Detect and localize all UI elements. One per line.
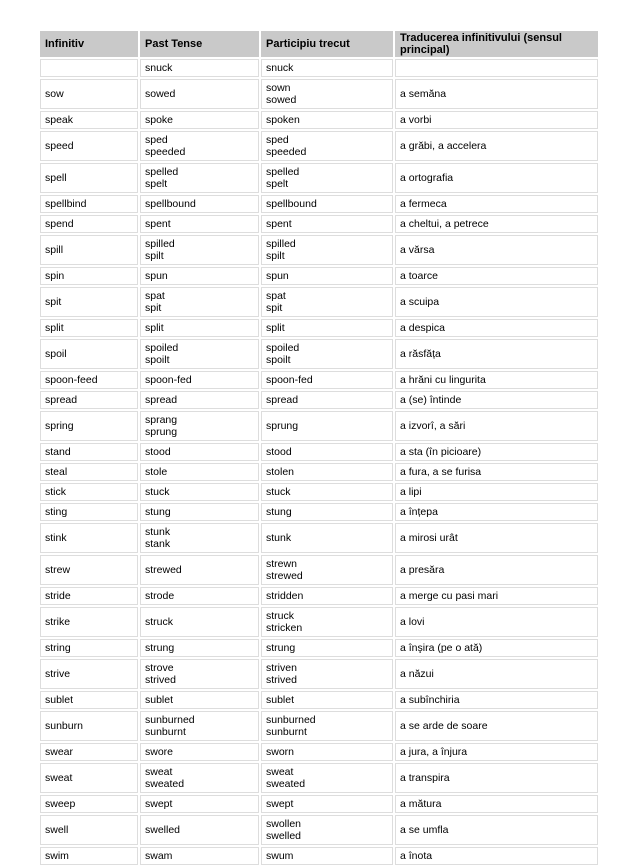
cell-participle bbox=[261, 79, 393, 109]
cell-participle bbox=[261, 371, 393, 389]
cell-past-tense-line: swam bbox=[145, 850, 173, 862]
cell-past-tense-line: speeded bbox=[145, 146, 186, 158]
cell-translation: a semăna bbox=[395, 79, 598, 109]
cell-participle-line: strung bbox=[266, 642, 296, 654]
cell-infinitive: sublet bbox=[40, 691, 138, 709]
table-row bbox=[40, 79, 598, 109]
cell-past-tense bbox=[140, 339, 259, 369]
cell-infinitive: strew bbox=[40, 555, 138, 585]
cell-translation: a scuipa bbox=[395, 287, 598, 317]
cell-infinitive: strive bbox=[40, 659, 138, 689]
cell-infinitive: sting bbox=[40, 503, 138, 521]
cell-participle bbox=[261, 711, 393, 741]
cell-past-tense-line: sprung bbox=[145, 426, 178, 438]
cell-translation: a fura, a se furisa bbox=[395, 463, 598, 481]
cell-past-tense bbox=[140, 691, 259, 709]
cell-past-tense-line: spelt bbox=[145, 178, 168, 190]
cell-past-tense bbox=[140, 523, 259, 553]
table-row bbox=[40, 815, 598, 845]
cell-past-tense-line: stood bbox=[145, 446, 171, 458]
cell-past-tense bbox=[140, 391, 259, 409]
table-row bbox=[40, 319, 598, 337]
cell-past-tense bbox=[140, 287, 259, 317]
cell-past-tense bbox=[140, 815, 259, 845]
table-row bbox=[40, 711, 598, 741]
cell-past-tense-line: sublet bbox=[145, 694, 174, 706]
cell-participle-line: spelled bbox=[266, 166, 300, 178]
table-row bbox=[40, 163, 598, 193]
cell-infinitive: spend bbox=[40, 215, 138, 233]
cell-participle-line: spilled bbox=[266, 238, 296, 250]
cell-past-tense-line: strove bbox=[145, 662, 174, 674]
cell-translation: a jura, a înjura bbox=[395, 743, 598, 761]
cell-translation: a presăra bbox=[395, 555, 598, 585]
table-row bbox=[40, 267, 598, 285]
cell-past-tense bbox=[140, 503, 259, 521]
cell-participle-line: sown bbox=[266, 82, 291, 94]
cell-past-tense bbox=[140, 411, 259, 441]
cell-past-tense bbox=[140, 267, 259, 285]
cell-past-tense bbox=[140, 711, 259, 741]
cell-participle bbox=[261, 555, 393, 585]
cell-participle-line: sunburnt bbox=[266, 726, 307, 738]
cell-participle-line: swollen bbox=[266, 818, 302, 830]
cell-participle-line: stood bbox=[266, 446, 292, 458]
cell-participle-line: spellbound bbox=[266, 198, 317, 210]
cell-participle-line: spelt bbox=[266, 178, 289, 190]
cell-past-tense-line: strode bbox=[145, 590, 175, 602]
cell-participle bbox=[261, 443, 393, 461]
cell-participle bbox=[261, 483, 393, 501]
table-row bbox=[40, 587, 598, 605]
cell-translation: a cheltui, a petrece bbox=[395, 215, 598, 233]
cell-infinitive: swell bbox=[40, 815, 138, 845]
cell-participle-line: sworn bbox=[266, 746, 295, 758]
cell-translation: a subînchiria bbox=[395, 691, 598, 709]
cell-infinitive: stand bbox=[40, 443, 138, 461]
cell-participle-line: sweat bbox=[266, 766, 294, 778]
cell-participle bbox=[261, 287, 393, 317]
cell-past-tense-line: sweat bbox=[145, 766, 173, 778]
cell-infinitive: spin bbox=[40, 267, 138, 285]
table-row bbox=[40, 215, 598, 233]
cell-infinitive: spoon-feed bbox=[40, 371, 138, 389]
cell-past-tense bbox=[140, 483, 259, 501]
cell-past-tense-line: swept bbox=[145, 798, 173, 810]
cell-translation: a transpira bbox=[395, 763, 598, 793]
cell-past-tense bbox=[140, 215, 259, 233]
cell-translation: a toarce bbox=[395, 267, 598, 285]
table-row bbox=[40, 195, 598, 213]
cell-past-tense-line: sprang bbox=[145, 414, 178, 426]
cell-past-tense-line: sunburnt bbox=[145, 726, 186, 738]
cell-infinitive: sunburn bbox=[40, 711, 138, 741]
cell-infinitive: stink bbox=[40, 523, 138, 553]
cell-past-tense bbox=[140, 319, 259, 337]
cell-past-tense-line: spoon-fed bbox=[145, 374, 192, 386]
cell-translation: a mătura bbox=[395, 795, 598, 813]
cell-past-tense-line: strived bbox=[145, 674, 176, 686]
cell-infinitive: spring bbox=[40, 411, 138, 441]
cell-infinitive: swear bbox=[40, 743, 138, 761]
cell-past-tense bbox=[140, 555, 259, 585]
table-row bbox=[40, 339, 598, 369]
cell-past-tense-line: snuck bbox=[145, 62, 173, 74]
cell-participle-line: spread bbox=[266, 394, 299, 406]
cell-past-tense-line: spelled bbox=[145, 166, 179, 178]
cell-participle bbox=[261, 503, 393, 521]
header-translation: Traducerea infinitivului (sensul principal) bbox=[395, 31, 598, 57]
cell-participle-line: stuck bbox=[266, 486, 291, 498]
cell-infinitive: speed bbox=[40, 131, 138, 161]
cell-infinitive: strike bbox=[40, 607, 138, 637]
table-row bbox=[40, 555, 598, 585]
table-header-row bbox=[40, 31, 598, 57]
cell-participle bbox=[261, 319, 393, 337]
cell-infinitive: spellbind bbox=[40, 195, 138, 213]
table-row bbox=[40, 391, 598, 409]
cell-past-tense-line: strung bbox=[145, 642, 175, 654]
cell-past-tense-line: swelled bbox=[145, 824, 181, 836]
cell-participle bbox=[261, 463, 393, 481]
cell-infinitive: sweep bbox=[40, 795, 138, 813]
cell-translation: a înota bbox=[395, 847, 598, 865]
cell-participle-line: swept bbox=[266, 798, 294, 810]
table-row bbox=[40, 483, 598, 501]
cell-participle bbox=[261, 163, 393, 193]
cell-translation: a se umfla bbox=[395, 815, 598, 845]
cell-participle bbox=[261, 639, 393, 657]
cell-translation: a grăbi, a accelera bbox=[395, 131, 598, 161]
cell-infinitive: stride bbox=[40, 587, 138, 605]
table-row bbox=[40, 111, 598, 129]
cell-past-tense-line: stank bbox=[145, 538, 171, 550]
cell-infinitive: stick bbox=[40, 483, 138, 501]
cell-participle-line: swelled bbox=[266, 830, 302, 842]
cell-infinitive: spit bbox=[40, 287, 138, 317]
cell-translation: a vărsa bbox=[395, 235, 598, 265]
cell-past-tense-line: spat bbox=[145, 290, 165, 302]
cell-translation bbox=[395, 59, 598, 77]
cell-past-tense-line: stole bbox=[145, 466, 168, 478]
cell-past-tense-line: swore bbox=[145, 746, 174, 758]
cell-past-tense-line: sowed bbox=[145, 88, 176, 100]
cell-participle bbox=[261, 235, 393, 265]
table-row bbox=[40, 763, 598, 793]
cell-translation: a merge cu pasi mari bbox=[395, 587, 598, 605]
cell-participle bbox=[261, 523, 393, 553]
header-infinitive: Infinitiv bbox=[40, 31, 138, 57]
cell-participle-line: striven bbox=[266, 662, 297, 674]
cell-participle-line: strewed bbox=[266, 570, 303, 582]
table-row bbox=[40, 659, 598, 689]
cell-infinitive: sweat bbox=[40, 763, 138, 793]
cell-infinitive: spell bbox=[40, 163, 138, 193]
cell-translation: a înşira (pe o ată) bbox=[395, 639, 598, 657]
cell-participle-line: strewn bbox=[266, 558, 297, 570]
cell-participle-line: spoilt bbox=[266, 354, 291, 366]
cell-past-tense bbox=[140, 795, 259, 813]
cell-past-tense bbox=[140, 59, 259, 77]
header-participle: Participiu trecut bbox=[261, 31, 393, 57]
cell-participle bbox=[261, 659, 393, 689]
cell-infinitive: string bbox=[40, 639, 138, 657]
cell-participle-line: speeded bbox=[266, 146, 307, 158]
cell-infinitive: sow bbox=[40, 79, 138, 109]
cell-participle-line: stunk bbox=[266, 532, 292, 544]
cell-past-tense-line: spoiled bbox=[145, 342, 179, 354]
cell-past-tense-line: strewed bbox=[145, 564, 182, 576]
cell-infinitive bbox=[40, 59, 138, 77]
header-past-tense: Past Tense bbox=[140, 31, 259, 57]
cell-participle bbox=[261, 391, 393, 409]
cell-participle-line: spat bbox=[266, 290, 286, 302]
cell-participle bbox=[261, 339, 393, 369]
cell-participle-line: sped bbox=[266, 134, 289, 146]
table-row bbox=[40, 463, 598, 481]
cell-participle-line: stricken bbox=[266, 622, 303, 634]
cell-infinitive: swim bbox=[40, 847, 138, 865]
cell-translation: a se arde de soare bbox=[395, 711, 598, 741]
irregular-verbs-table bbox=[38, 29, 600, 867]
table-row bbox=[40, 235, 598, 265]
cell-participle-line: snuck bbox=[266, 62, 294, 74]
cell-translation: a sta (în picioare) bbox=[395, 443, 598, 461]
cell-past-tense-line: spun bbox=[145, 270, 168, 282]
cell-participle bbox=[261, 847, 393, 865]
cell-past-tense-line: spit bbox=[145, 302, 162, 314]
cell-participle-line: swum bbox=[266, 850, 294, 862]
table-row bbox=[40, 131, 598, 161]
cell-past-tense bbox=[140, 659, 259, 689]
cell-participle-line: struck bbox=[266, 610, 295, 622]
cell-participle-line: split bbox=[266, 322, 285, 334]
cell-participle bbox=[261, 691, 393, 709]
cell-participle bbox=[261, 763, 393, 793]
cell-participle bbox=[261, 411, 393, 441]
cell-past-tense-line: stuck bbox=[145, 486, 170, 498]
cell-participle-line: spun bbox=[266, 270, 289, 282]
table-row bbox=[40, 743, 598, 761]
cell-translation: a despica bbox=[395, 319, 598, 337]
cell-participle-line: spit bbox=[266, 302, 283, 314]
cell-participle-line: stolen bbox=[266, 466, 295, 478]
cell-participle-line: sprung bbox=[266, 420, 299, 432]
cell-participle bbox=[261, 607, 393, 637]
cell-past-tense-line: stung bbox=[145, 506, 171, 518]
cell-past-tense bbox=[140, 131, 259, 161]
cell-participle bbox=[261, 743, 393, 761]
cell-infinitive: spread bbox=[40, 391, 138, 409]
cell-past-tense-line: spoke bbox=[145, 114, 174, 126]
table-body bbox=[40, 59, 598, 865]
cell-translation: a înțepa bbox=[395, 503, 598, 521]
cell-translation: a răsfăța bbox=[395, 339, 598, 369]
cell-infinitive: spoil bbox=[40, 339, 138, 369]
cell-infinitive: split bbox=[40, 319, 138, 337]
cell-past-tense bbox=[140, 743, 259, 761]
cell-participle-line: sweated bbox=[266, 778, 306, 790]
table-row bbox=[40, 503, 598, 521]
cell-past-tense-line: struck bbox=[145, 616, 174, 628]
cell-translation: a lipi bbox=[395, 483, 598, 501]
cell-translation: a năzui bbox=[395, 659, 598, 689]
cell-translation: a lovi bbox=[395, 607, 598, 637]
cell-participle-line: spoken bbox=[266, 114, 300, 126]
cell-past-tense bbox=[140, 79, 259, 109]
table-row bbox=[40, 371, 598, 389]
table-row bbox=[40, 607, 598, 637]
cell-participle-line: spoiled bbox=[266, 342, 300, 354]
cell-past-tense-line: sunburned bbox=[145, 714, 195, 726]
cell-participle bbox=[261, 815, 393, 845]
cell-past-tense bbox=[140, 371, 259, 389]
cell-past-tense-line: sped bbox=[145, 134, 168, 146]
cell-past-tense-line: spellbound bbox=[145, 198, 196, 210]
cell-participle bbox=[261, 59, 393, 77]
cell-past-tense-line: spent bbox=[145, 218, 171, 230]
cell-past-tense bbox=[140, 847, 259, 865]
cell-translation: a mirosi urât bbox=[395, 523, 598, 553]
cell-translation: a vorbi bbox=[395, 111, 598, 129]
table-row bbox=[40, 795, 598, 813]
table-row bbox=[40, 287, 598, 317]
cell-past-tense-line: sweated bbox=[145, 778, 185, 790]
cell-participle-line: sublet bbox=[266, 694, 295, 706]
cell-infinitive: spill bbox=[40, 235, 138, 265]
cell-participle bbox=[261, 131, 393, 161]
cell-participle-line: stung bbox=[266, 506, 292, 518]
cell-participle-line: spoon-fed bbox=[266, 374, 313, 386]
table-row bbox=[40, 411, 598, 441]
cell-participle-line: stridden bbox=[266, 590, 304, 602]
cell-participle bbox=[261, 215, 393, 233]
cell-past-tense-line: spilt bbox=[145, 250, 164, 262]
cell-past-tense-line: spread bbox=[145, 394, 178, 406]
cell-past-tense bbox=[140, 235, 259, 265]
cell-past-tense bbox=[140, 195, 259, 213]
cell-translation: a izvorî, a sări bbox=[395, 411, 598, 441]
cell-past-tense-line: spilled bbox=[145, 238, 175, 250]
cell-translation: a ortografia bbox=[395, 163, 598, 193]
cell-participle-line: strived bbox=[266, 674, 297, 686]
cell-past-tense bbox=[140, 443, 259, 461]
cell-past-tense-line: split bbox=[145, 322, 164, 334]
cell-past-tense bbox=[140, 607, 259, 637]
cell-participle bbox=[261, 795, 393, 813]
cell-infinitive: steal bbox=[40, 463, 138, 481]
cell-past-tense-line: stunk bbox=[145, 526, 171, 538]
cell-participle-line: sowed bbox=[266, 94, 297, 106]
cell-translation: a hrăni cu lingurita bbox=[395, 371, 598, 389]
cell-past-tense bbox=[140, 111, 259, 129]
cell-infinitive: speak bbox=[40, 111, 138, 129]
cell-participle bbox=[261, 195, 393, 213]
cell-past-tense bbox=[140, 763, 259, 793]
table-row bbox=[40, 59, 598, 77]
cell-past-tense bbox=[140, 587, 259, 605]
cell-past-tense bbox=[140, 163, 259, 193]
table-row bbox=[40, 523, 598, 553]
cell-past-tense-line: spoilt bbox=[145, 354, 170, 366]
cell-participle bbox=[261, 111, 393, 129]
cell-past-tense bbox=[140, 463, 259, 481]
cell-translation: a (se) întinde bbox=[395, 391, 598, 409]
table-row bbox=[40, 443, 598, 461]
cell-participle-line: sunburned bbox=[266, 714, 316, 726]
cell-participle-line: spilt bbox=[266, 250, 285, 262]
cell-participle bbox=[261, 587, 393, 605]
table-row bbox=[40, 639, 598, 657]
cell-participle bbox=[261, 267, 393, 285]
cell-translation: a fermeca bbox=[395, 195, 598, 213]
cell-participle-line: spent bbox=[266, 218, 292, 230]
cell-past-tense bbox=[140, 639, 259, 657]
table-row bbox=[40, 847, 598, 865]
table-row bbox=[40, 691, 598, 709]
